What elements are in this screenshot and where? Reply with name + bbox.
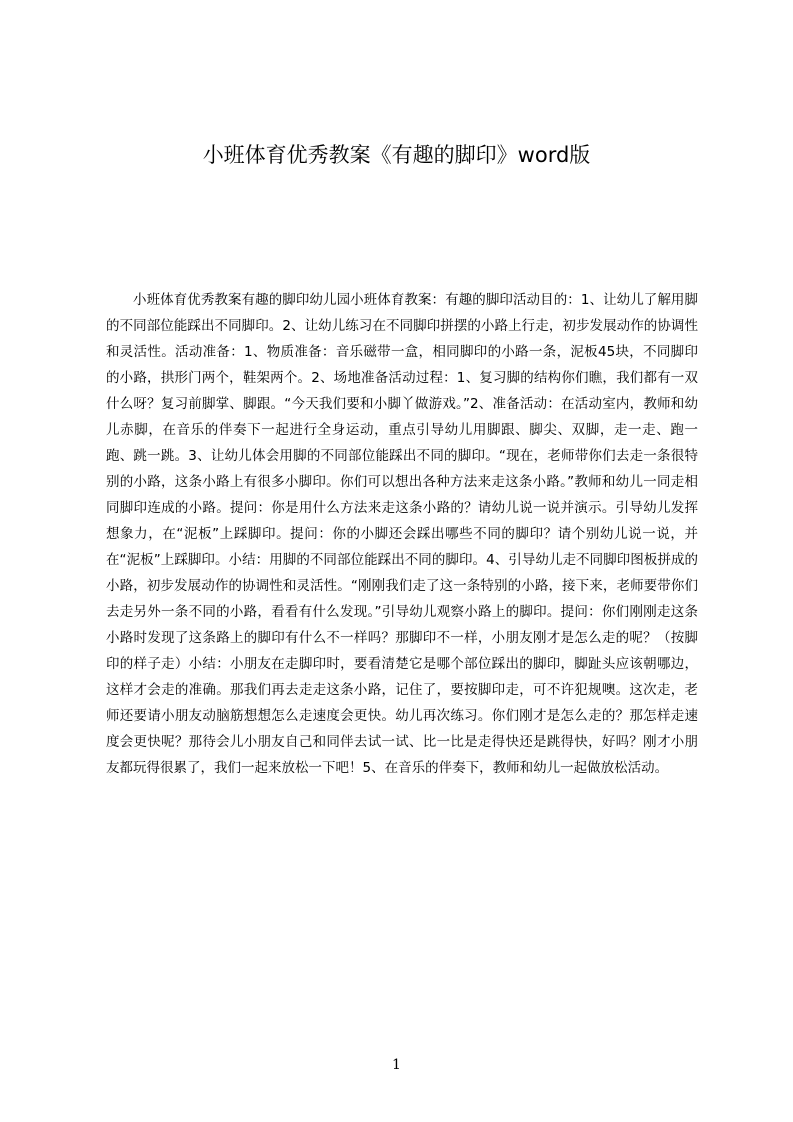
document-title: 小班体育优秀教案《有趣的脚印》word版 (202, 143, 591, 167)
document-body (106, 287, 698, 887)
page-number: 1 (392, 1057, 401, 1073)
body-paragraph: 小班体育优秀教案有趣的脚印幼儿园小班体育教案：有趣的脚印活动目的：1、让幼儿了解用脚的不同部位能踩出不同脚印。2、让幼儿练习在不同脚印拼摆的小路上行走，初步发展动作的协调性和灵活性。活动准备：1、物质准备：音乐磁带一盒，相同脚印的小路一条，泥板45块，不同脚印的小路，拱形门两个，鞋架两个。2、场地准备活动过程：1、复习脚的结构你们瞧，我们都有一双什么呀？复习前脚掌、脚跟。“今天我们要和小脚丫做游戏。”2、准备活动：在活动室内，教师和幼儿赤脚，在音乐的伴奏下一起进行全身运动，重点引导幼儿用脚跟、脚尖、双脚，走一走、跑一跑、跳一跳。3、让幼儿体会用脚的不同部位能踩出不同的脚印。“现在，老师带你们去走一条很特别的小路，这条小路上有很多小脚印。你们可以想出各种方法来走这条小路。”教师和幼儿一同走相同脚印连成的小路。提问：你是用什么方法来走这条小路的？请幼儿说一说并演示。引导幼儿发挥想象力，在“泥板”上踩脚印。提问：你的小脚还会踩出哪些不同的脚印？请个别幼儿说一说，并在“泥板”上踩脚印。小结：用脚的不同部位能踩出不同的脚印。4、引导幼儿走不同脚印图板拼成的小路，初步发展动作的协调性和灵活性。“刚刚我们走了这一条特别的小路，接下来，老师要带你们去走另外一条不同的小路，看看有什么发现。”引导幼儿观察小路上的脚印。提问：你们刚刚走这条小路时发现了这条路上的脚印有什么不一样吗？那脚印不一样，小朋友刚才是怎么走的呢？（按脚印的样子走）小结：小朋友在走脚印时，要看清楚它是哪个部位踩出的脚印，脚趾头应该朝哪边，这样才会走的准确。那我们再去走走这条小路，记住了，要按脚印走，可不许犯规噢。这次走，老师还要请小朋友动脑筋想想怎么走速度会更快。幼儿再次练习。你们刚才是怎么走的？那怎样走速度会更快呢？那待会儿小朋友自己和同伴去试一试、比一比是走得快还是跳得快，好吗？刚才小朋友都玩得很累了，我们一起来放松一下吧！5、在音乐的伴奏下，教师和幼儿一起做放松活动。 (106, 292, 698, 776)
